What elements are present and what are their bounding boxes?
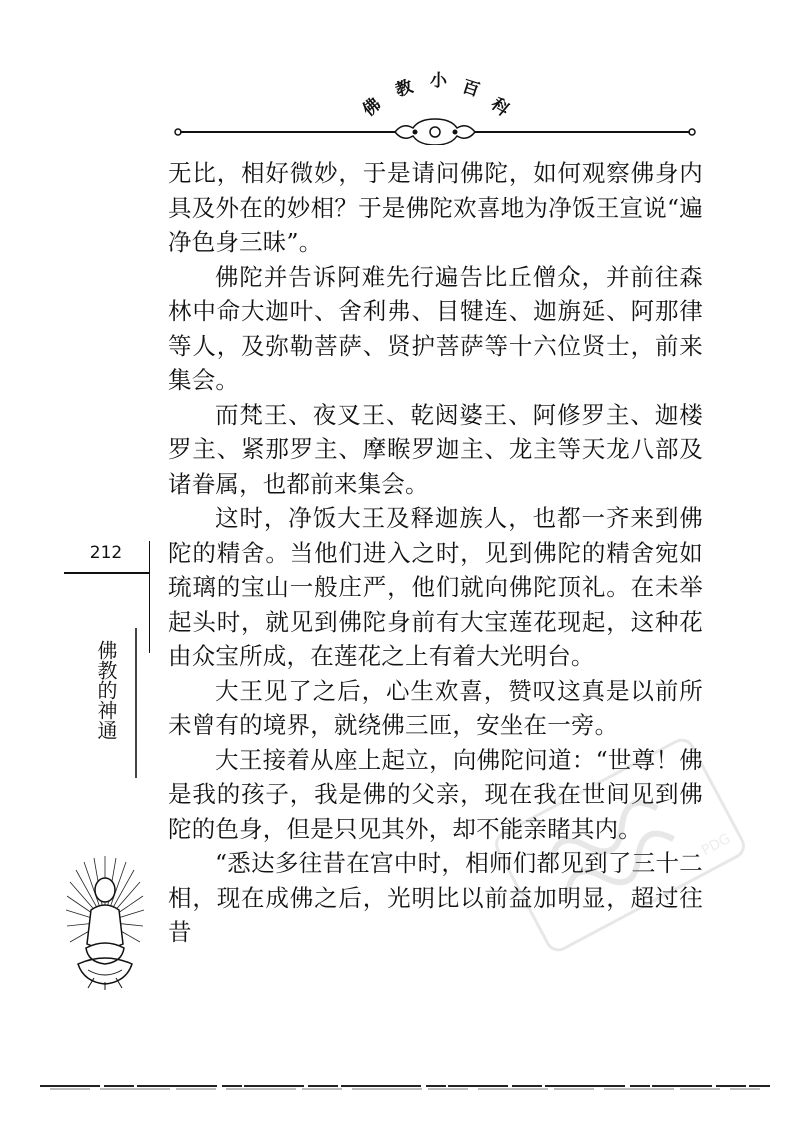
paragraph: 这时，净饭大王及释迦族人，也都一齐来到佛陀的精舍。当他们进入之时，见到佛陀的精舍宛如琉璃的宝山一般庄严，他们就向佛陀顶礼。在未举起头时，就见到佛陀身前有大宝莲花现起，这种花由众宝所成，在莲花之上有着大光明台。 [168,504,703,670]
buddha-figure-icon [64,852,146,992]
bottom-border-rule [40,1083,770,1091]
paragraph: 无比，相好微妙，于是请问佛陀，如何观察佛身内具及外在的妙相？于是佛陀欢喜地为净饭王宣说“遍净色身三昧”。 [168,159,703,256]
watermark-text: PDG [699,830,734,859]
page-number: 212 [89,543,123,563]
paragraph: 佛陀并告诉阿难先行遍告比丘僧众，并前往森林中命大迦叶、舍利弗、目犍连、迦旃延、阿那律等人，及弥勒菩萨、贤护菩萨等十六位贤士，前来集会。 [168,262,703,394]
header-char: 教 [393,76,416,102]
paragraph: 大王接着从座上起立，向佛陀问道：“世尊！佛是我的孩子，我是佛的父亲，现在我在世间见到佛陀的色身，但是只见其外，却不能亲睹其内。 [168,745,703,843]
paragraph: 而梵王、夜叉王、乾闼婆王、阿修罗主、迦楼罗主、紧那罗主、摩睺罗迦主、龙主等天龙八部及诸眷属，也都前来集会。 [168,400,703,498]
margin-divider [149,541,150,653]
header-char: 百 [459,76,482,102]
paragraph: “悉达多往昔在宫中时，相师们都见到了三十二相，现在成佛之后，光明比以前益加明显，超过往昔 [168,849,703,946]
header-char: 小 [430,71,447,91]
header-char: 佛 [359,94,386,121]
page-number-rule [64,572,150,574]
section-title-rule [135,628,137,778]
paragraph: 大王见了之后，心生欢喜，赞叹这真是以前所未曾有的境界，就绕佛三匝，安坐在一旁。 [168,676,703,739]
header-ornament-rule [170,115,700,145]
section-title-vertical: 佛教的神通 [94,640,118,740]
header-char: 科 [486,94,513,121]
